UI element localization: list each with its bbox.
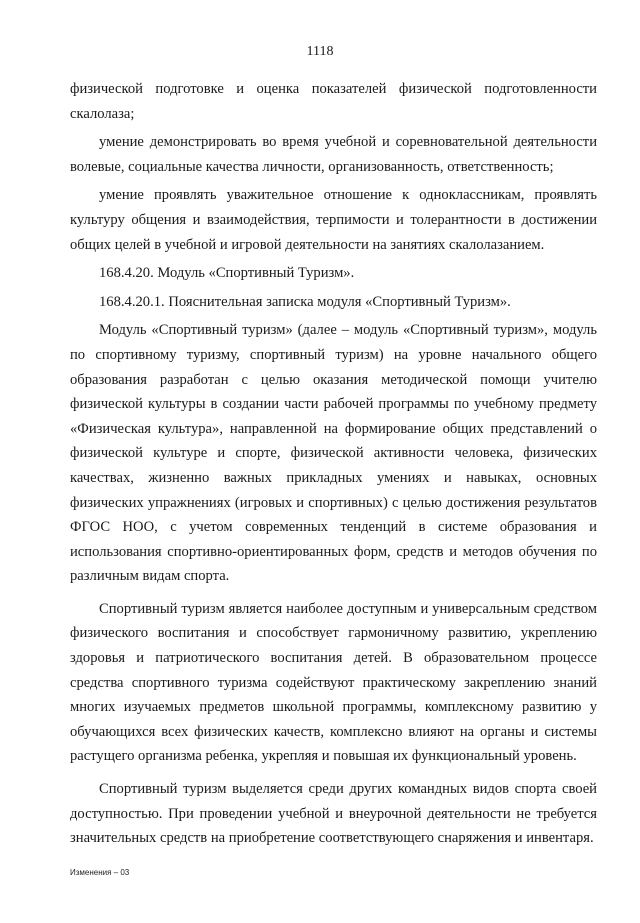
section-heading: 168.4.20. Модуль «Спортивный Туризм». bbox=[99, 265, 355, 282]
subsection-heading: 168.4.20.1. Пояснительная записка модуля «Спортивный Туризм». bbox=[99, 293, 511, 310]
paragraph: Модуль «Спортивный туризм» (далее – модуль «Спортивный туризм», модуль по спортивному туризму, спортивный туризм) на уровне начального общего образования разработан с целью оказания методической помощи учителю физической культуры в создании части рабочей программы по учебному предмету «Физическая культура», направленной на формирование общих представлений о физической культуре и спорте, физической активности человека, физических качествах, жизненно важных прикладных умениях и навыках, основных физических упражнениях (игровых и спортивных) с целью достижения результатов ФГОС НОО, с учетом современных тенденций в системе образования и использования спортивно-ориентированных форм, средств и методов обучения по различным видам спорта. bbox=[70, 322, 597, 585]
document-body bbox=[70, 77, 597, 851]
paragraph: умение демонстрировать во время учебной и соревновательной деятельности волевые, социальные качества личности, организованность, ответственность; bbox=[70, 134, 597, 175]
page-number: 1118 bbox=[306, 44, 334, 59]
paragraph-continuation: физической подготовке и оценка показателей физической подготовленности скалолаза; bbox=[70, 81, 597, 122]
revision-footer: Изменения – 03 bbox=[70, 868, 130, 877]
paragraph: Спортивный туризм является наиболее доступным и универсальным средством физического воспитания и способствует гармоничному развитию, укреплению здоровья и патриотического воспитания детей. В образовательном процессе средства спортивного туризма содействуют практическому закреплению знаний многих изучаемых предметов школьной программы, комплексному развитию у обучающихся всех физических качеств, комплексно влияют на органы и системы растущего организма ребенка, укрепляя и повышая их функциональный уровень. bbox=[70, 600, 597, 765]
paragraph: Спортивный туризм выделяется среди других командных видов спорта своей доступностью. При проведении учебной и внеурочной деятельности не требуется значительных средств на приобретение соответствующего снаряжения и инвентаря. bbox=[70, 781, 597, 847]
paragraph: умение проявлять уважительное отношение к одноклассникам, проявлять культуру общения и взаимодействия, терпимости и толерантности в достижении общих целей в учебной и игровой деятельности на занятиях скалолазанием. bbox=[70, 187, 597, 253]
